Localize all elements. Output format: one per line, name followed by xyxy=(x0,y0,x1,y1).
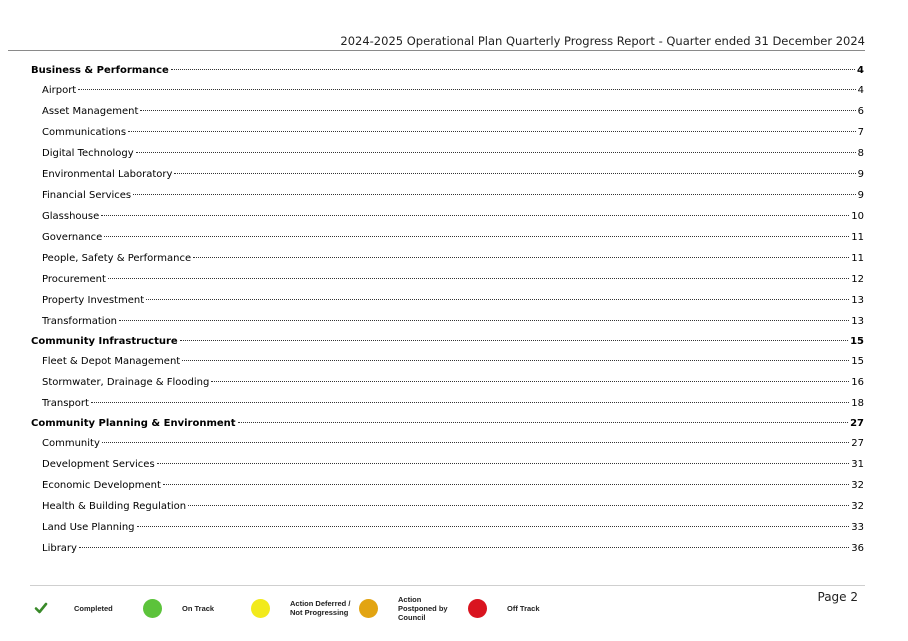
toc-leader-dots xyxy=(91,402,849,403)
toc-entry[interactable] xyxy=(31,433,864,454)
toc-entry[interactable] xyxy=(31,393,864,414)
toc-leader-dots xyxy=(102,442,849,443)
toc-entry[interactable] xyxy=(31,269,864,290)
toc-entry[interactable] xyxy=(31,227,864,248)
toc-page-number: 6 xyxy=(857,106,864,117)
toc-page-number: 9 xyxy=(857,190,864,201)
legend-item-completed xyxy=(34,594,48,622)
toc-entry[interactable] xyxy=(31,122,864,143)
toc-leader-dots xyxy=(174,173,855,174)
toc-leader-dots xyxy=(193,257,849,258)
toc-entry-label: Land Use Planning xyxy=(42,522,135,533)
toc-entry-label: Development Services xyxy=(42,459,155,470)
toc-entry-label: Airport xyxy=(42,85,77,96)
toc-entry[interactable] xyxy=(31,206,864,227)
red-dot-icon xyxy=(468,599,487,618)
toc-entry[interactable] xyxy=(31,185,864,206)
toc-leader-dots xyxy=(182,360,849,361)
legend-item-deferred xyxy=(251,594,270,622)
toc-entry-label: Community xyxy=(42,438,100,449)
toc-entry-label: Procurement xyxy=(42,274,106,285)
toc-section[interactable] xyxy=(31,332,864,351)
header-divider xyxy=(8,50,865,51)
toc-entry[interactable] xyxy=(31,101,864,122)
toc-entry-label: Communications xyxy=(42,127,127,138)
toc-page-number: 15 xyxy=(850,336,864,347)
toc-leader-dots xyxy=(119,320,849,321)
toc-entry[interactable] xyxy=(31,143,864,164)
toc-leader-dots xyxy=(104,236,849,237)
toc-page-number: 32 xyxy=(851,501,864,512)
toc-leader-dots xyxy=(211,381,849,382)
report-header-title: 2024-2025 Operational Plan Quarterly Progress Report - Quarter ended 31 December 2024 xyxy=(340,34,865,48)
legend-label-line: Postponed by xyxy=(398,603,448,613)
toc-entry-label: Economic Development xyxy=(42,480,161,491)
toc-page-number: 27 xyxy=(851,438,864,449)
legend-label-on-track: On Track xyxy=(182,603,215,613)
toc-page-number: 32 xyxy=(851,480,864,491)
legend-item-off-track xyxy=(468,594,487,622)
toc-entry-label: Glasshouse xyxy=(42,211,100,222)
toc-entry[interactable] xyxy=(31,496,864,517)
toc-page-number: 4 xyxy=(857,85,864,96)
toc-entry-label: Transport xyxy=(42,398,89,409)
toc-entry-label: Fleet & Depot Management xyxy=(42,356,181,367)
toc-entry-label: Transformation xyxy=(42,316,118,327)
toc-page-number: 9 xyxy=(857,169,864,180)
toc-entry-label: Community Infrastructure xyxy=(31,336,178,347)
toc-leader-dots xyxy=(78,89,855,90)
check-icon xyxy=(34,601,48,615)
toc-entry-label: Property Investment xyxy=(42,295,145,306)
legend-item-postponed xyxy=(359,594,378,622)
toc-entry[interactable] xyxy=(31,475,864,496)
legend-label-postponed xyxy=(398,595,448,622)
toc-entry[interactable] xyxy=(31,248,864,269)
legend-label-line: Council xyxy=(398,612,426,622)
orange-dot-icon xyxy=(359,599,378,618)
toc-entry[interactable] xyxy=(31,164,864,185)
toc-entry-label: Digital Technology xyxy=(42,148,134,159)
toc-page-number: 33 xyxy=(851,522,864,533)
toc-leader-dots xyxy=(163,484,849,485)
toc-leader-dots xyxy=(137,526,850,527)
toc-entry[interactable] xyxy=(31,454,864,475)
toc-entry[interactable] xyxy=(31,372,864,393)
toc-entry-label: Business & Performance xyxy=(31,65,169,76)
toc-leader-dots xyxy=(79,547,849,548)
toc-page-number: 13 xyxy=(851,316,864,327)
toc-page-number: 8 xyxy=(857,148,864,159)
toc-leader-dots xyxy=(140,110,855,111)
toc-leader-dots xyxy=(136,152,856,153)
toc-page-number: 10 xyxy=(851,211,864,222)
toc-entry-label: Asset Management xyxy=(42,106,139,117)
toc-page-number: 36 xyxy=(851,543,864,554)
legend-label-line: Not Progressing xyxy=(290,608,349,617)
toc-page-number: 31 xyxy=(851,459,864,470)
legend-item-on-track xyxy=(143,594,162,622)
toc-leader-dots xyxy=(238,422,849,423)
toc-page-number: 4 xyxy=(857,65,864,76)
table-of-contents xyxy=(31,61,864,559)
legend-label-completed: Completed xyxy=(74,603,113,613)
toc-leader-dots xyxy=(128,131,856,132)
toc-leader-dots xyxy=(146,299,849,300)
green-dot-icon xyxy=(143,599,162,618)
toc-page-number: 15 xyxy=(851,356,864,367)
toc-section[interactable] xyxy=(31,414,864,433)
footer-divider xyxy=(30,585,865,586)
legend-label-off-track: Off Track xyxy=(507,603,540,613)
toc-entry[interactable] xyxy=(31,538,864,559)
toc-section[interactable] xyxy=(31,61,864,80)
toc-entry-label: Environmental Laboratory xyxy=(42,169,173,180)
legend-label-line: Action Deferred / xyxy=(290,599,351,608)
toc-leader-dots xyxy=(157,463,850,464)
toc-entry[interactable] xyxy=(31,351,864,372)
toc-entry-label: Financial Services xyxy=(42,190,132,201)
toc-entry-label: Governance xyxy=(42,232,103,243)
toc-entry[interactable] xyxy=(31,311,864,332)
toc-leader-dots xyxy=(171,69,855,70)
yellow-dot-icon xyxy=(251,599,270,618)
toc-leader-dots xyxy=(108,278,849,279)
toc-entry-label: Stormwater, Drainage & Flooding xyxy=(42,377,210,388)
toc-page-number: 12 xyxy=(851,274,864,285)
toc-entry[interactable] xyxy=(31,517,864,538)
legend-label-line: Action xyxy=(398,594,422,604)
toc-page-number: 11 xyxy=(851,253,864,264)
toc-entry-label: Library xyxy=(42,543,77,554)
toc-page-number: 7 xyxy=(857,127,864,138)
toc-page-number: 11 xyxy=(851,232,864,243)
toc-leader-dots xyxy=(188,505,849,506)
toc-entry-label: People, Safety & Performance xyxy=(42,253,192,264)
toc-leader-dots xyxy=(101,215,849,216)
page-number: Page 2 xyxy=(817,590,858,604)
toc-entry-label: Health & Building Regulation xyxy=(42,501,187,512)
toc-entry[interactable] xyxy=(31,290,864,311)
toc-page-number: 13 xyxy=(851,295,864,306)
toc-page-number: 16 xyxy=(851,377,864,388)
toc-leader-dots xyxy=(133,194,855,195)
toc-leader-dots xyxy=(180,340,848,341)
status-legend xyxy=(30,594,550,622)
toc-page-number: 18 xyxy=(851,398,864,409)
toc-entry-label: Community Planning & Environment xyxy=(31,418,236,429)
legend-label-deferred xyxy=(290,599,350,617)
toc-entry[interactable] xyxy=(31,80,864,101)
toc-page-number: 27 xyxy=(850,418,864,429)
